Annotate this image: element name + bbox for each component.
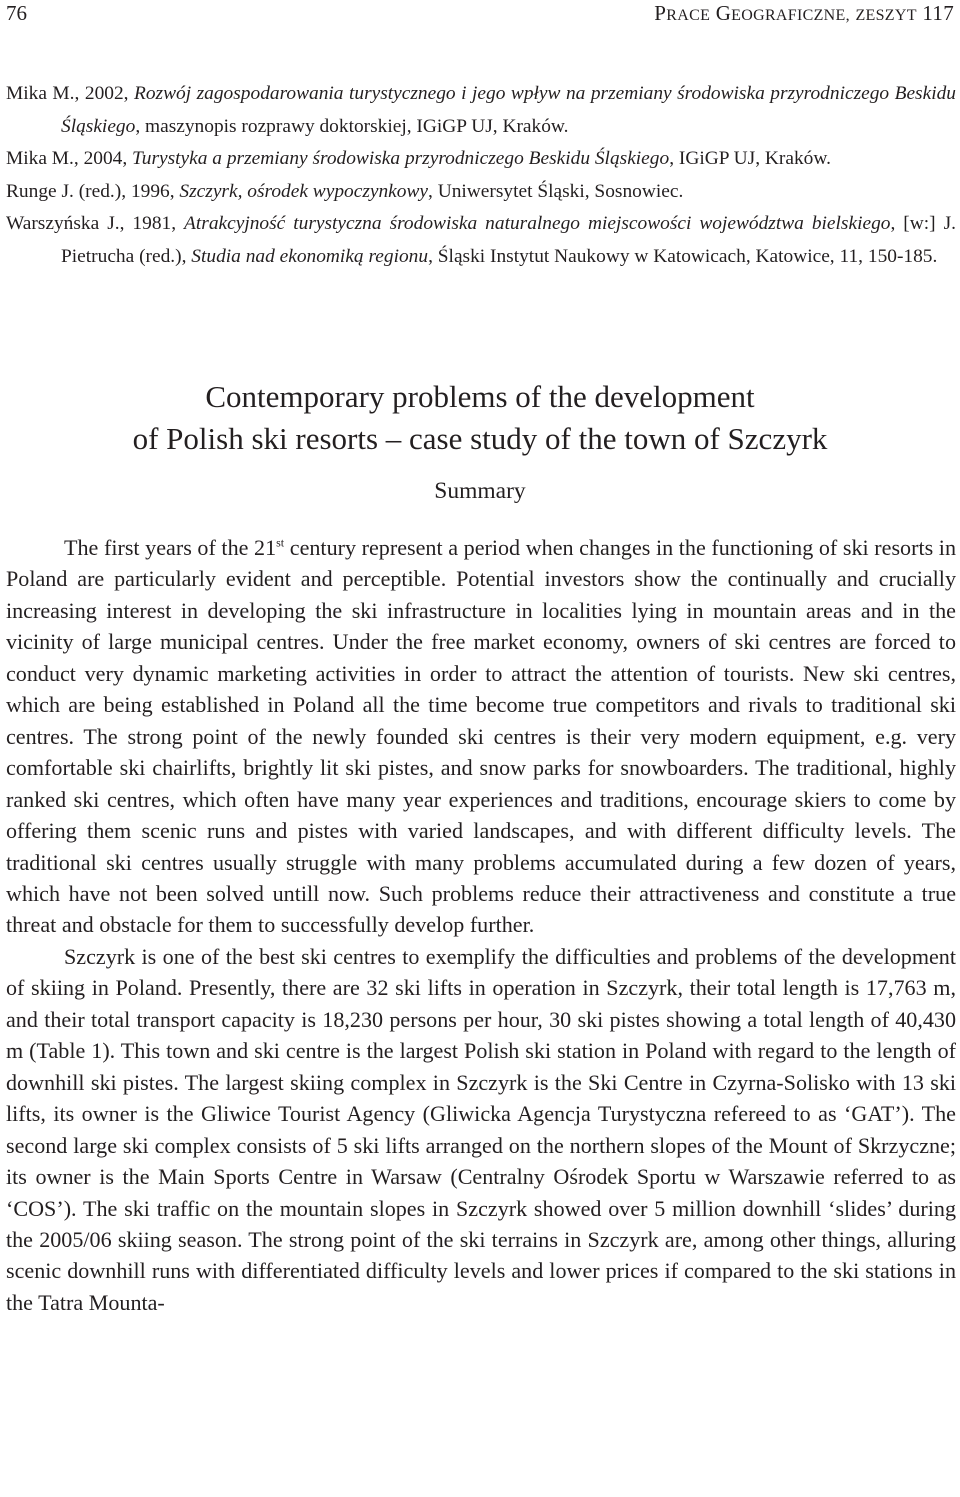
summary-body: [6, 532, 956, 1318]
paragraph-1: The first years of the 21st century represent a period when changes in the functioning of ski resorts in Poland are particularly evident and perceptible. Potential investors show the continually and crucially increasing interest in developing the ski infrastructure in localities lying in mountain areas and in the vicinity of large municipal centres. Under the free market economy, owners of ski centres are forced to conduct very dynamic marketing activities in order to attract the attention of tourists. New ski centres, which are being established in Poland all the time become true competitors and rivals to traditional ski centres. The strong point of the newly founded ski centres is their very modern equipment, e.g. very comfortable ski chairlifts, brightly lit ski pistes, and snow parks for snowboarders. The traditional, highly ranked ski centres, which often have many year experiences and traditions, encourage skiers to come by offering them scenic runs and pistes with varied landscapes, and with different difficulty levels. The traditional ski centres usually struggle with many problems accumulated during a few dozen of years, which have not been solved untill now. Such problems reduce their attractiveness and constitute a true threat and obstacle for them to successfully develop further.: [6, 535, 956, 938]
article-title: [0, 376, 960, 460]
article-title-line-2: of Polish ski resorts – case study of the town of Szczyrk: [132, 421, 828, 456]
reference-list: [6, 78, 956, 273]
reference-item: Mika M., 2004, Turystyka a przemiany środowiska przyrodniczego Beskidu Śląskiego, IGiGP UJ, Kraków.: [6, 148, 831, 169]
reference-item: Warszyńska J., 1981, Atrakcyjność turystyczna środowiska naturalnego miejscowości województwa bielskiego, [w:] J. Pietrucha (red.), Studia nad ekonomiką regionu, Śląski Instytut Naukowy w Katowicach, Katowice, 11, 150-185.: [6, 213, 956, 267]
superscript: st: [276, 535, 285, 550]
running-head: [6, 0, 954, 26]
reference-item: Mika M., 2002, Rozwój zagospodarowania turystycznego i jego wpływ na przemiany środowiska przyrodniczego Beskidu Śląskiego, maszynopis rozprawy doktorskiej, IGiGP UJ, Kraków.: [6, 83, 956, 137]
journal-title: PRACE GEOGRAFICZNE, ZESZYT 117: [654, 1, 954, 25]
page-number: 76: [6, 1, 27, 25]
paragraph-2: Szczyrk is one of the best ski centres to exemplify the difficulties and problems of the development of skiing in Poland. Presently, there are 32 ski lifts in operation in Szczyrk, their total length is 17,763 m, and their total transport capacity is 18,230 persons per hour, 30 ski pistes showing a total length of 40,430 m (Table 1). This town and ski centre is the largest Polish ski station in Poland with regard to the length of downhill ski pistes. The largest skiing complex in Szczyrk is the Ski Centre in Czyrna-Solisko with 13 ski lifts, its owner is the Gliwice Tourist Agency (Gliwicka Agencja Turystyczna refereed to as ‘GAT’). The second large ski complex consists of 5 ski lifts arranged on the northern slopes of the Mount of Skrzyczne; its owner is the Main Sports Centre in Warsaw (Centralny Ośrodek Sportu w Warszawie referred to as ‘COS’). The ski traffic on the mountain slopes in Szczyrk showed over 5 million downhill ‘slides’ during the 2005/06 skiing season. The strong point of the ski terrains in Szczyrk are, among other things, alluring scenic downhill runs with differentiated difficulty levels and lower prices if compared to the ski stations in the Tatra Mounta-: [6, 943, 956, 1315]
reference-item: Runge J. (red.), 1996, Szczyrk, ośrodek wypoczynkowy, Uniwersytet Śląski, Sosnowiec.: [6, 180, 684, 202]
summary-heading: Summary: [434, 478, 526, 504]
article-title-line-1: Contemporary problems of the development: [205, 379, 755, 414]
